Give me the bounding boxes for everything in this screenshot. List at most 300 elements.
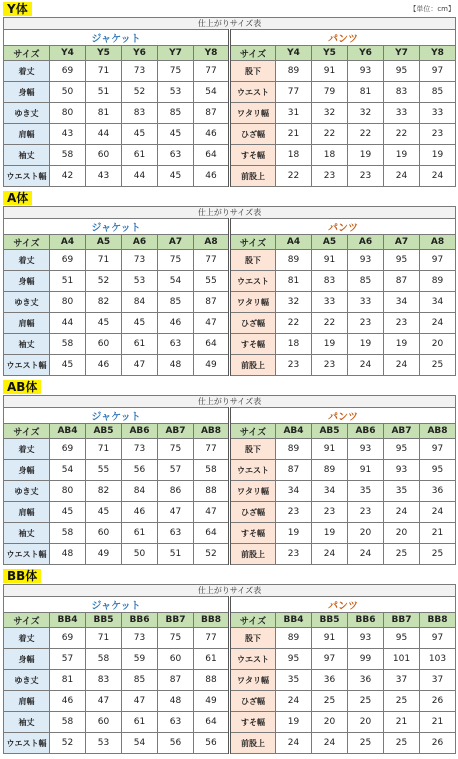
- jacket-measure-label: ゆき丈: [4, 670, 50, 691]
- jacket-size-header: サイズ: [4, 46, 50, 61]
- pants-value: 31: [276, 103, 312, 124]
- pants-value: 26: [420, 691, 456, 712]
- jacket-value: 46: [194, 124, 230, 145]
- unit-note: 【単位：cm】: [409, 5, 455, 13]
- pants-value: 21: [420, 523, 456, 544]
- jacket-value: 47: [122, 691, 158, 712]
- measure-row: [4, 733, 456, 754]
- pants-value: 25: [384, 691, 420, 712]
- pants-measure-label: すそ幅: [230, 712, 276, 733]
- size-table: [3, 395, 456, 565]
- jacket-value: 54: [50, 460, 86, 481]
- jacket-value: 47: [158, 502, 194, 523]
- pants-value: 103: [420, 649, 456, 670]
- jacket-value: 87: [194, 103, 230, 124]
- pants-size-col: AB8: [420, 424, 456, 439]
- pants-measure-label: 前股上: [230, 355, 276, 376]
- jacket-measure-label: ウエスト幅: [4, 733, 50, 754]
- pants-value: 25: [420, 355, 456, 376]
- jacket-value: 58: [86, 649, 122, 670]
- pants-value: 20: [348, 712, 384, 733]
- jacket-value: 80: [50, 481, 86, 502]
- jacket-value: 71: [86, 250, 122, 271]
- pants-value: 97: [420, 61, 456, 82]
- pants-value: 18: [312, 145, 348, 166]
- measure-row: [4, 334, 456, 355]
- jacket-value: 77: [194, 628, 230, 649]
- jacket-value: 47: [194, 313, 230, 334]
- jacket-measure-label: 身幅: [4, 271, 50, 292]
- pants-measure-label: 前股上: [230, 544, 276, 565]
- section-title: Y体: [3, 2, 32, 16]
- pants-value: 19: [384, 145, 420, 166]
- jacket-value: 45: [50, 502, 86, 523]
- jacket-value: 82: [86, 292, 122, 313]
- pants-value: 24: [420, 502, 456, 523]
- pants-value: 24: [384, 502, 420, 523]
- jacket-value: 75: [158, 628, 194, 649]
- pants-value: 91: [348, 460, 384, 481]
- measure-row: [4, 313, 456, 334]
- pants-value: 37: [384, 670, 420, 691]
- group-pants: パンツ: [230, 597, 456, 613]
- pants-value: 19: [384, 334, 420, 355]
- jacket-value: 83: [122, 103, 158, 124]
- pants-value: 83: [384, 82, 420, 103]
- pants-value: 23: [312, 166, 348, 187]
- table-caption: 仕上がりサイズ表: [4, 207, 456, 219]
- pants-measure-label: 前股上: [230, 166, 276, 187]
- jacket-value: 42: [50, 166, 86, 187]
- pants-value: 18: [276, 145, 312, 166]
- jacket-value: 45: [86, 313, 122, 334]
- pants-value: 95: [420, 460, 456, 481]
- pants-value: 24: [276, 691, 312, 712]
- jacket-value: 80: [50, 103, 86, 124]
- jacket-value: 56: [122, 460, 158, 481]
- jacket-measure-label: 袖丈: [4, 334, 50, 355]
- group-pants: パンツ: [230, 30, 456, 46]
- jacket-measure-label: 肩幅: [4, 691, 50, 712]
- jacket-value: 73: [122, 628, 158, 649]
- pants-measure-label: ひざ幅: [230, 691, 276, 712]
- jacket-value: 55: [194, 271, 230, 292]
- jacket-measure-label: 身幅: [4, 82, 50, 103]
- pants-value: 89: [276, 250, 312, 271]
- jacket-size-col: Y4: [50, 46, 86, 61]
- size-section-2: [0, 380, 458, 568]
- jacket-measure-label: ウエスト幅: [4, 355, 50, 376]
- pants-value: 26: [420, 733, 456, 754]
- jacket-value: 75: [158, 61, 194, 82]
- pants-value: 101: [384, 649, 420, 670]
- table-caption: 仕上がりサイズ表: [4, 18, 456, 30]
- pants-value: 91: [312, 61, 348, 82]
- pants-measure-label: すそ幅: [230, 523, 276, 544]
- group-jacket: ジャケット: [4, 597, 230, 613]
- pants-value: 34: [420, 292, 456, 313]
- pants-value: 34: [312, 481, 348, 502]
- measure-row: [4, 523, 456, 544]
- jacket-value: 71: [86, 439, 122, 460]
- jacket-size-col: AB4: [50, 424, 86, 439]
- jacket-value: 49: [86, 544, 122, 565]
- jacket-value: 46: [122, 502, 158, 523]
- pants-value: 33: [348, 292, 384, 313]
- pants-value: 19: [348, 334, 384, 355]
- pants-value: 23: [384, 313, 420, 334]
- jacket-value: 51: [158, 544, 194, 565]
- pants-value: 87: [276, 460, 312, 481]
- jacket-measure-label: 袖丈: [4, 145, 50, 166]
- pants-measure-label: ひざ幅: [230, 502, 276, 523]
- pants-measure-label: ワタリ幅: [230, 292, 276, 313]
- jacket-size-col: BB7: [158, 613, 194, 628]
- size-section-3: [0, 569, 458, 757]
- jacket-measure-label: 着丈: [4, 439, 50, 460]
- pants-measure-label: ワタリ幅: [230, 103, 276, 124]
- pants-value: 85: [348, 271, 384, 292]
- jacket-size-col: AB6: [122, 424, 158, 439]
- pants-value: 20: [384, 523, 420, 544]
- pants-measure-label: ワタリ幅: [230, 670, 276, 691]
- jacket-size-col: AB8: [194, 424, 230, 439]
- jacket-value: 45: [86, 502, 122, 523]
- pants-value: 25: [312, 691, 348, 712]
- pants-measure-label: 股下: [230, 61, 276, 82]
- pants-size-col: BB7: [384, 613, 420, 628]
- pants-value: 95: [384, 628, 420, 649]
- jacket-value: 81: [86, 103, 122, 124]
- pants-size-header: サイズ: [230, 613, 276, 628]
- jacket-value: 48: [50, 544, 86, 565]
- pants-value: 19: [348, 145, 384, 166]
- jacket-size-col: Y8: [194, 46, 230, 61]
- caption-row: [4, 18, 456, 30]
- jacket-value: 59: [122, 649, 158, 670]
- jacket-value: 51: [50, 271, 86, 292]
- jacket-value: 61: [122, 145, 158, 166]
- jacket-value: 87: [194, 292, 230, 313]
- jacket-value: 60: [86, 145, 122, 166]
- jacket-size-col: Y5: [86, 46, 122, 61]
- jacket-value: 88: [194, 481, 230, 502]
- pants-value: 25: [420, 544, 456, 565]
- pants-value: 79: [312, 82, 348, 103]
- jacket-value: 52: [86, 271, 122, 292]
- section-title: BB体: [3, 569, 41, 583]
- pants-value: 18: [276, 334, 312, 355]
- pants-value: 95: [384, 61, 420, 82]
- measure-row: [4, 82, 456, 103]
- jacket-value: 61: [122, 712, 158, 733]
- jacket-value: 60: [86, 334, 122, 355]
- jacket-value: 47: [194, 502, 230, 523]
- size-header-row: [4, 235, 456, 250]
- pants-value: 22: [276, 166, 312, 187]
- pants-value: 36: [348, 670, 384, 691]
- pants-size-col: AB5: [312, 424, 348, 439]
- jacket-value: 57: [158, 460, 194, 481]
- pants-value: 21: [276, 124, 312, 145]
- measure-row: [4, 292, 456, 313]
- pants-value: 22: [348, 124, 384, 145]
- pants-value: 83: [312, 271, 348, 292]
- pants-value: 91: [312, 250, 348, 271]
- jacket-value: 54: [194, 82, 230, 103]
- pants-measure-label: ウエスト: [230, 460, 276, 481]
- pants-value: 95: [384, 439, 420, 460]
- pants-value: 93: [348, 61, 384, 82]
- pants-value: 35: [276, 670, 312, 691]
- pants-value: 93: [348, 628, 384, 649]
- pants-measure-label: ウエスト: [230, 82, 276, 103]
- pants-size-col: BB4: [276, 613, 312, 628]
- pants-value: 25: [348, 691, 384, 712]
- caption-row: [4, 396, 456, 408]
- pants-value: 81: [348, 82, 384, 103]
- pants-value: 81: [276, 271, 312, 292]
- jacket-value: 56: [158, 733, 194, 754]
- jacket-value: 47: [86, 691, 122, 712]
- jacket-value: 49: [194, 355, 230, 376]
- jacket-value: 46: [194, 166, 230, 187]
- pants-value: 24: [384, 355, 420, 376]
- pants-size-header: サイズ: [230, 46, 276, 61]
- jacket-value: 50: [50, 82, 86, 103]
- jacket-size-col: A4: [50, 235, 86, 250]
- group-jacket: ジャケット: [4, 219, 230, 235]
- pants-value: 89: [276, 439, 312, 460]
- jacket-size-col: Y6: [122, 46, 158, 61]
- pants-size-col: AB6: [348, 424, 384, 439]
- jacket-value: 82: [86, 481, 122, 502]
- pants-value: 89: [312, 460, 348, 481]
- measure-row: [4, 544, 456, 565]
- size-table: [3, 584, 456, 754]
- jacket-value: 85: [158, 292, 194, 313]
- pants-value: 23: [348, 166, 384, 187]
- jacket-measure-label: 袖丈: [4, 712, 50, 733]
- jacket-measure-label: 肩幅: [4, 124, 50, 145]
- jacket-value: 47: [122, 355, 158, 376]
- pants-value: 20: [312, 712, 348, 733]
- pants-value: 89: [420, 271, 456, 292]
- pants-size-col: A4: [276, 235, 312, 250]
- jacket-size-header: サイズ: [4, 613, 50, 628]
- jacket-value: 85: [122, 670, 158, 691]
- pants-size-col: AB4: [276, 424, 312, 439]
- pants-value: 24: [420, 313, 456, 334]
- caption-row: [4, 585, 456, 597]
- measure-row: [4, 271, 456, 292]
- pants-measure-label: 股下: [230, 439, 276, 460]
- pants-value: 36: [312, 670, 348, 691]
- group-jacket: ジャケット: [4, 408, 230, 424]
- pants-value: 22: [384, 124, 420, 145]
- pants-value: 85: [420, 82, 456, 103]
- group-row: [4, 597, 456, 613]
- pants-value: 20: [348, 523, 384, 544]
- pants-value: 21: [384, 712, 420, 733]
- pants-size-col: BB6: [348, 613, 384, 628]
- measure-row: [4, 691, 456, 712]
- jacket-value: 63: [158, 523, 194, 544]
- pants-size-col: A6: [348, 235, 384, 250]
- jacket-value: 60: [86, 523, 122, 544]
- jacket-measure-label: 着丈: [4, 61, 50, 82]
- jacket-value: 71: [86, 61, 122, 82]
- jacket-measure-label: 着丈: [4, 250, 50, 271]
- pants-value: 25: [384, 733, 420, 754]
- jacket-value: 58: [194, 460, 230, 481]
- pants-measure-label: すそ幅: [230, 334, 276, 355]
- pants-value: 23: [276, 502, 312, 523]
- group-jacket: ジャケット: [4, 30, 230, 46]
- pants-value: 35: [348, 481, 384, 502]
- pants-value: 77: [276, 82, 312, 103]
- jacket-size-col: AB7: [158, 424, 194, 439]
- table-caption: 仕上がりサイズ表: [4, 585, 456, 597]
- jacket-value: 73: [122, 61, 158, 82]
- measure-row: [4, 145, 456, 166]
- jacket-value: 61: [122, 334, 158, 355]
- pants-size-col: BB5: [312, 613, 348, 628]
- caption-row: [4, 207, 456, 219]
- jacket-value: 43: [50, 124, 86, 145]
- jacket-size-col: AB5: [86, 424, 122, 439]
- pants-value: 19: [312, 334, 348, 355]
- pants-value: 32: [312, 103, 348, 124]
- jacket-size-col: A6: [122, 235, 158, 250]
- jacket-value: 46: [50, 691, 86, 712]
- jacket-value: 58: [50, 712, 86, 733]
- pants-measure-label: ワタリ幅: [230, 481, 276, 502]
- pants-value: 91: [312, 628, 348, 649]
- pants-value: 95: [384, 250, 420, 271]
- pants-value: 19: [312, 523, 348, 544]
- jacket-value: 88: [194, 670, 230, 691]
- pants-size-col: A5: [312, 235, 348, 250]
- pants-value: 93: [348, 439, 384, 460]
- pants-value: 25: [384, 544, 420, 565]
- pants-size-col: A8: [420, 235, 456, 250]
- pants-size-header: サイズ: [230, 235, 276, 250]
- jacket-value: 83: [86, 670, 122, 691]
- measure-row: [4, 628, 456, 649]
- pants-size-col: Y5: [312, 46, 348, 61]
- group-pants: パンツ: [230, 408, 456, 424]
- jacket-measure-label: ゆき丈: [4, 292, 50, 313]
- jacket-value: 58: [50, 523, 86, 544]
- pants-value: 97: [420, 628, 456, 649]
- jacket-value: 75: [158, 250, 194, 271]
- pants-measure-label: ウエスト: [230, 649, 276, 670]
- pants-value: 25: [348, 733, 384, 754]
- jacket-value: 69: [50, 61, 86, 82]
- pants-size-col: BB8: [420, 613, 456, 628]
- jacket-value: 69: [50, 250, 86, 271]
- jacket-value: 57: [50, 649, 86, 670]
- measure-row: [4, 712, 456, 733]
- measure-row: [4, 502, 456, 523]
- pants-value: 19: [420, 145, 456, 166]
- jacket-value: 46: [158, 313, 194, 334]
- jacket-value: 77: [194, 61, 230, 82]
- pants-value: 23: [348, 502, 384, 523]
- pants-value: 89: [276, 61, 312, 82]
- pants-value: 99: [348, 649, 384, 670]
- size-section-1: [0, 191, 458, 379]
- jacket-value: 53: [122, 271, 158, 292]
- jacket-value: 64: [194, 145, 230, 166]
- pants-value: 89: [276, 628, 312, 649]
- pants-value: 33: [384, 103, 420, 124]
- measure-row: [4, 439, 456, 460]
- pants-value: 34: [276, 481, 312, 502]
- jacket-measure-label: 身幅: [4, 460, 50, 481]
- measure-row: [4, 124, 456, 145]
- jacket-value: 44: [122, 166, 158, 187]
- pants-value: 22: [312, 124, 348, 145]
- jacket-value: 73: [122, 439, 158, 460]
- jacket-value: 64: [194, 523, 230, 544]
- pants-measure-label: 股下: [230, 250, 276, 271]
- jacket-value: 71: [86, 628, 122, 649]
- pants-value: 24: [348, 355, 384, 376]
- pants-size-col: Y6: [348, 46, 384, 61]
- pants-value: 24: [420, 166, 456, 187]
- jacket-size-col: A5: [86, 235, 122, 250]
- jacket-value: 86: [158, 481, 194, 502]
- pants-value: 95: [276, 649, 312, 670]
- jacket-measure-label: 着丈: [4, 628, 50, 649]
- jacket-value: 56: [194, 733, 230, 754]
- pants-value: 97: [312, 649, 348, 670]
- pants-value: 91: [312, 439, 348, 460]
- jacket-size-col: BB8: [194, 613, 230, 628]
- jacket-value: 45: [158, 166, 194, 187]
- jacket-value: 87: [158, 670, 194, 691]
- pants-measure-label: すそ幅: [230, 145, 276, 166]
- pants-value: 23: [348, 313, 384, 334]
- group-row: [4, 219, 456, 235]
- section-title: A体: [3, 191, 32, 205]
- jacket-size-col: A8: [194, 235, 230, 250]
- pants-value: 22: [312, 313, 348, 334]
- pants-size-col: Y7: [384, 46, 420, 61]
- jacket-measure-label: 袖丈: [4, 523, 50, 544]
- jacket-value: 44: [50, 313, 86, 334]
- measure-row: [4, 481, 456, 502]
- jacket-value: 63: [158, 712, 194, 733]
- jacket-value: 60: [86, 712, 122, 733]
- jacket-size-col: Y7: [158, 46, 194, 61]
- jacket-value: 69: [50, 628, 86, 649]
- pants-value: 35: [384, 481, 420, 502]
- jacket-value: 45: [122, 313, 158, 334]
- jacket-value: 77: [194, 439, 230, 460]
- jacket-value: 63: [158, 334, 194, 355]
- jacket-value: 43: [86, 166, 122, 187]
- jacket-value: 53: [158, 82, 194, 103]
- pants-measure-label: ひざ幅: [230, 124, 276, 145]
- jacket-value: 63: [158, 145, 194, 166]
- jacket-measure-label: 身幅: [4, 649, 50, 670]
- pants-value: 24: [312, 544, 348, 565]
- pants-value: 23: [312, 355, 348, 376]
- jacket-value: 80: [50, 292, 86, 313]
